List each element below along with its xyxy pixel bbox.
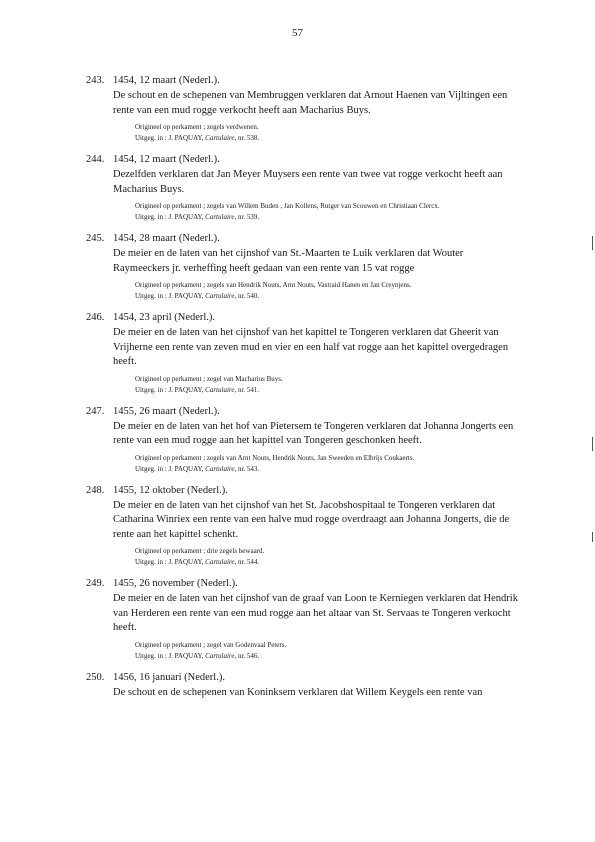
register-entry (86, 484, 518, 569)
entry-number: 250. (86, 671, 105, 683)
register-entry (86, 671, 518, 701)
entry-number: 248. (86, 484, 105, 496)
original-note: Origineel op perkament ; zegel van Macharius Buys. (135, 374, 283, 383)
entry-summary: De meier en de laten van het cijnshof van het kapittel te Tongeren verklaren dat Gheerit van Vrijherne een rente van zeven mud en vier en een half vat rogge aan het kapittel overgedragen heeft. (113, 327, 509, 367)
original-note: Origineel op perkament ; zegels van Willem Buden , Jan Kollens, Rutger van Scouwen en Christiaan Clercx. (135, 202, 440, 210)
edition-suffix: , nr. 540. (234, 292, 260, 300)
edition-title: Cartulaire (205, 558, 235, 566)
entry-summary: De meier en de laten van het hof van Pietersem te Tongeren verklaren dat Johanna Jongerts een rente van een mud rogge aan het kapittel van Tongeren geschonken heeft. (113, 420, 514, 446)
margin-mark (592, 236, 593, 250)
edition-title: Cartulaire (205, 134, 235, 142)
entry-summary: De meier en de laten van het cijnshof van het St. Jacobshospitaal te Tongeren verklaren dat Catharina Winriex een rente van een halve mud rogge overdraagt aan Johanna Jongerts, die de rente aan het kapittel schenkt. (113, 499, 510, 540)
entry-body (113, 592, 518, 662)
edition-note (135, 651, 518, 662)
entry-number: 244. (86, 154, 105, 165)
edition-title: Cartulaire (205, 292, 235, 300)
register-entry (86, 153, 518, 223)
edition-suffix: , nr. 544. (234, 558, 260, 566)
entry-summary: De meier en de laten van het cijnshof van St.-Maarten te Luik verklaren dat Wouter Raymeeckers jr. verheffing heeft gedaan van een rente van 15 vat rogge (113, 248, 464, 274)
entry-body (113, 499, 518, 569)
edition-prefix: Uitgeg. in : J. PAQUAY, (135, 385, 206, 394)
entry-body (113, 247, 518, 302)
entry-number: 247. (86, 405, 105, 417)
edition-title: Cartulaire (205, 385, 235, 394)
entry-notes (135, 453, 518, 475)
edition-suffix: , nr. 541. (234, 385, 260, 394)
entry-number: 243. (86, 75, 105, 86)
entry-summary: De schout en de schepenen van Koninksem verklaren dat Willem Keygels een rente van (113, 686, 483, 698)
register-entry (86, 74, 518, 144)
edition-note (135, 385, 518, 396)
entry-body (113, 168, 518, 223)
entry-notes (135, 374, 518, 396)
entry-notes (135, 122, 518, 144)
entry-heading (86, 153, 518, 167)
edition-prefix: Uitgeg. in : J. PAQUAY, (135, 464, 206, 473)
edition-suffix: , nr. 538. (234, 134, 260, 142)
entry-date: 1455, 26 maart (Nederl.). (113, 405, 220, 417)
entry-body (113, 89, 518, 144)
edition-prefix: Uitgeg. in : J. PAQUAY, (135, 134, 206, 142)
edition-prefix: Uitgeg. in : J. PAQUAY, (135, 651, 206, 660)
entry-number: 245. (86, 233, 105, 244)
register-entry (86, 577, 518, 662)
original-note: Origineel op perkament ; drie zegels bewaard. (135, 547, 265, 555)
entry-notes (135, 280, 518, 302)
original-note: Origineel op perkament ; zegels verdwenen. (135, 123, 259, 131)
original-note: Origineel op perkament ; zegels van Hendrik Nouts, Arnt Nouts, Vastraid Hanen en Jan Creynjens. (135, 281, 412, 289)
entry-heading (86, 405, 518, 419)
margin-mark (592, 437, 593, 451)
entry-summary: Dezelfden verklaren dat Jan Meyer Muysers een rente van twee vat rogge verkocht heeft aan Macharius Buys. (113, 169, 503, 195)
edition-prefix: Uitgeg. in : J. PAQUAY, (135, 292, 206, 300)
entry-body (113, 326, 518, 396)
register-entry (86, 311, 518, 396)
entry-number: 246. (86, 312, 105, 323)
entry-body (113, 420, 518, 475)
entry-date: 1455, 12 oktober (Nederl.). (113, 484, 228, 496)
edition-title: Cartulaire (205, 213, 235, 221)
edition-note (135, 133, 518, 144)
entry-body (113, 686, 518, 701)
entry-date: 1456, 16 januari (Nederl.). (113, 671, 225, 683)
edition-note (135, 212, 518, 223)
entry-heading (86, 577, 518, 591)
entry-notes (135, 640, 518, 662)
original-note: Origineel op perkament ; zegels van Arnt Nouts, Hendrik Nouts, Jan Sweeden en Elbrijs Coukaerts. (135, 453, 415, 462)
edition-suffix: , nr. 543. (234, 464, 260, 473)
entry-heading (86, 74, 518, 88)
entry-number: 249. (86, 578, 105, 589)
entry-date: 1454, 12 maart (Nederl.). (113, 75, 220, 86)
entry-date: 1454, 12 maart (Nederl.). (113, 154, 220, 165)
entries-list (86, 74, 518, 709)
entry-heading (86, 671, 518, 685)
edition-prefix: Uitgeg. in : J. PAQUAY, (135, 558, 206, 566)
entry-date: 1454, 23 april (Nederl.). (113, 312, 216, 323)
register-entry (86, 405, 518, 475)
edition-note (135, 464, 518, 475)
entry-summary: De meier en de laten van het cijnshof van de graaf van Loon te Kerniegen verklaren dat Hendrik van Herderen een rente van een mud rogge aan het altaar van St. Servaas te Tongeren verkocht heeft. (113, 593, 518, 633)
edition-note (135, 291, 518, 302)
edition-suffix: , nr. 539. (234, 213, 260, 221)
entry-heading (86, 232, 518, 246)
entry-summary: De schout en de schepenen van Membruggen verklaren dat Arnout Haenen van Vijltingen een rente van een mud rogge verkocht heeft aan Macharius Buys. (113, 90, 508, 116)
edition-title: Cartulaire (205, 651, 235, 660)
edition-suffix: , nr. 546. (234, 651, 260, 660)
entry-date: 1454, 28 maart (Nederl.). (113, 233, 220, 244)
edition-title: Cartulaire (205, 464, 235, 473)
entry-heading (86, 484, 518, 498)
entry-notes (135, 201, 518, 223)
original-note: Origineel op perkament ; zegel van Godenvaal Peters. (135, 640, 287, 649)
entry-notes (135, 546, 518, 568)
entry-date: 1455, 26 november (Nederl.). (113, 578, 238, 589)
edition-prefix: Uitgeg. in : J. PAQUAY, (135, 213, 206, 221)
entry-heading (86, 311, 518, 325)
page-number: 57 (292, 27, 303, 39)
margin-mark (592, 532, 593, 542)
edition-note (135, 557, 518, 568)
register-entry (86, 232, 518, 302)
